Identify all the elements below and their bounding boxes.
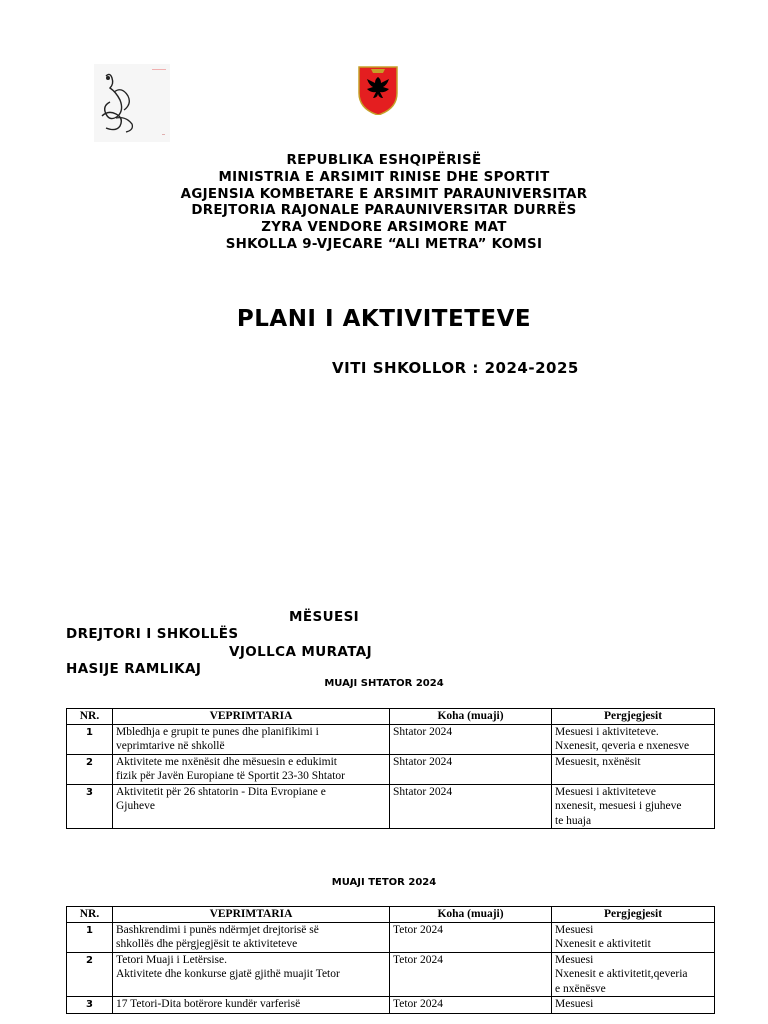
column-header-time: Koha (muaji) bbox=[390, 907, 552, 923]
table-row bbox=[67, 922, 715, 952]
teacher-label: MËSUESI bbox=[289, 609, 360, 625]
responsible-line: Mesuesi bbox=[555, 998, 594, 1010]
table-header-row bbox=[67, 709, 715, 725]
column-header-time: Koha (muaji) bbox=[390, 709, 552, 725]
row-number: 3 bbox=[67, 997, 113, 1014]
time-cell: Shtator 2024 bbox=[390, 754, 552, 784]
activity-line: Aktivitete me nxënësit dhe mësuesin e edukimit bbox=[116, 755, 338, 768]
time-cell: Tetor 2024 bbox=[390, 997, 552, 1014]
activities-table-september bbox=[66, 708, 715, 829]
header-line-directorate: DREJTORIA RAJONALE PARAUNIVERSITAR DURRËS bbox=[191, 203, 577, 219]
responsible-cell bbox=[552, 922, 715, 952]
activity-cell bbox=[113, 754, 390, 784]
responsible-line: nxenesit, mesuesi i gjuheve bbox=[555, 800, 682, 812]
responsible-line: Nxenesit e aktivitetit bbox=[555, 938, 651, 950]
activity-line: Gjuheve bbox=[116, 800, 155, 812]
table-row bbox=[67, 724, 715, 754]
time-cell: Tetor 2024 bbox=[390, 952, 552, 997]
activity-line: Tetori Muaji i Letërsise. bbox=[116, 953, 227, 966]
director-label: DREJTORI I SHKOLLËS bbox=[66, 626, 239, 642]
row-number: 2 bbox=[67, 952, 113, 997]
teacher-name: VJOLLCA MURATAJ bbox=[229, 644, 373, 660]
responsible-line: Mesuesi bbox=[555, 923, 594, 936]
responsible-line: Mesuesi i aktiviteteve. bbox=[555, 725, 659, 738]
table-header-row bbox=[67, 907, 715, 923]
activity-cell bbox=[113, 952, 390, 997]
header-line-office: ZYRA VENDORE ARSIMORE MAT bbox=[261, 220, 507, 236]
director-name: HASIJE RAMLIKAJ bbox=[66, 661, 202, 677]
column-header-nr: NR. bbox=[67, 907, 113, 923]
activity-cell bbox=[113, 784, 390, 829]
responsible-cell bbox=[552, 754, 715, 784]
institution-header bbox=[0, 153, 768, 254]
column-header-nr: NR. bbox=[67, 709, 113, 725]
responsible-line: e nxënësve bbox=[555, 982, 606, 995]
responsible-line: Nxenesit, qeveria e nxenesve bbox=[555, 740, 690, 752]
activity-line: Mbledhja e grupit te punes dhe planifikimi i bbox=[116, 725, 319, 738]
table-row bbox=[67, 784, 715, 829]
month-heading-september: MUAJI SHTATOR 2024 bbox=[324, 678, 444, 689]
activity-line: fizik për Javën Europiane të Sportit 23-30 Shtator bbox=[116, 770, 345, 782]
column-header-responsible: Pergjegjesit bbox=[552, 907, 715, 923]
activities-table-october bbox=[66, 906, 715, 1014]
month-heading-october: MUAJI TETOR 2024 bbox=[331, 877, 437, 888]
albania-emblem-icon bbox=[357, 65, 399, 115]
activity-line: shkollës dhe përgjegjësit te aktiviteteve bbox=[116, 938, 298, 950]
activity-line: Aktivitetit për 26 shtatorin - Dita Evropiane e bbox=[116, 785, 326, 798]
responsible-cell bbox=[552, 997, 715, 1014]
responsible-line: Mesuesi i aktiviteteve bbox=[555, 785, 656, 798]
table-row bbox=[67, 754, 715, 784]
row-number: 3 bbox=[67, 784, 113, 829]
time-cell: Shtator 2024 bbox=[390, 784, 552, 829]
time-cell: Shtator 2024 bbox=[390, 724, 552, 754]
header-line-republic: REPUBLIKA ESHQIPËRISË bbox=[286, 153, 482, 168]
activity-cell bbox=[113, 922, 390, 952]
albania-emblem-shield bbox=[357, 65, 399, 115]
header-line-ministry: MINISTRIA E ARSIMIT RINISE DHE SPORTIT bbox=[218, 169, 550, 185]
column-header-responsible: Pergjegjesit bbox=[552, 709, 715, 725]
table-row bbox=[67, 952, 715, 997]
table-row bbox=[67, 997, 715, 1014]
activity-cell bbox=[113, 997, 390, 1014]
responsible-line: te huaja bbox=[555, 814, 592, 827]
activity-line: Aktivitete dhe konkurse gjatë gjithë muajit Tetor bbox=[116, 968, 340, 980]
row-number: 1 bbox=[67, 922, 113, 952]
activity-line: Bashkrendimi i punës ndërmjet drejtorisë së bbox=[116, 923, 319, 936]
header-line-agency: AGJENSIA KOMBETARE E ARSIMIT PARAUNIVERSITAR bbox=[180, 186, 588, 202]
column-header-activity: VEPRIMTARIA bbox=[113, 907, 390, 923]
responsible-cell bbox=[552, 952, 715, 997]
responsible-line: Nxenesit e aktivitetit,qeveria bbox=[555, 968, 688, 980]
school-logo-image bbox=[94, 64, 170, 142]
school-logo-drawing bbox=[94, 64, 170, 142]
activity-cell bbox=[113, 724, 390, 754]
row-number: 1 bbox=[67, 724, 113, 754]
responsible-line: Mesuesit, nxënësit bbox=[555, 755, 641, 768]
responsible-cell bbox=[552, 724, 715, 754]
row-number: 2 bbox=[67, 754, 113, 784]
school-year: VITI SHKOLLOR : 2024-2025 bbox=[332, 359, 579, 377]
header-line-school: SHKOLLA 9-VJECARE “ALI METRA” KOMSI bbox=[225, 236, 543, 252]
responsible-line: Mesuesi bbox=[555, 953, 594, 966]
activity-line: veprimtarive në shkollë bbox=[116, 740, 225, 752]
responsible-cell bbox=[552, 784, 715, 829]
document-title: PLANI I AKTIVITETEVE bbox=[236, 306, 532, 332]
time-cell: Tetor 2024 bbox=[390, 922, 552, 952]
activity-line: 17 Tetori-Dita botërore kundër varferisë bbox=[116, 998, 301, 1010]
column-header-activity: VEPRIMTARIA bbox=[113, 709, 390, 725]
